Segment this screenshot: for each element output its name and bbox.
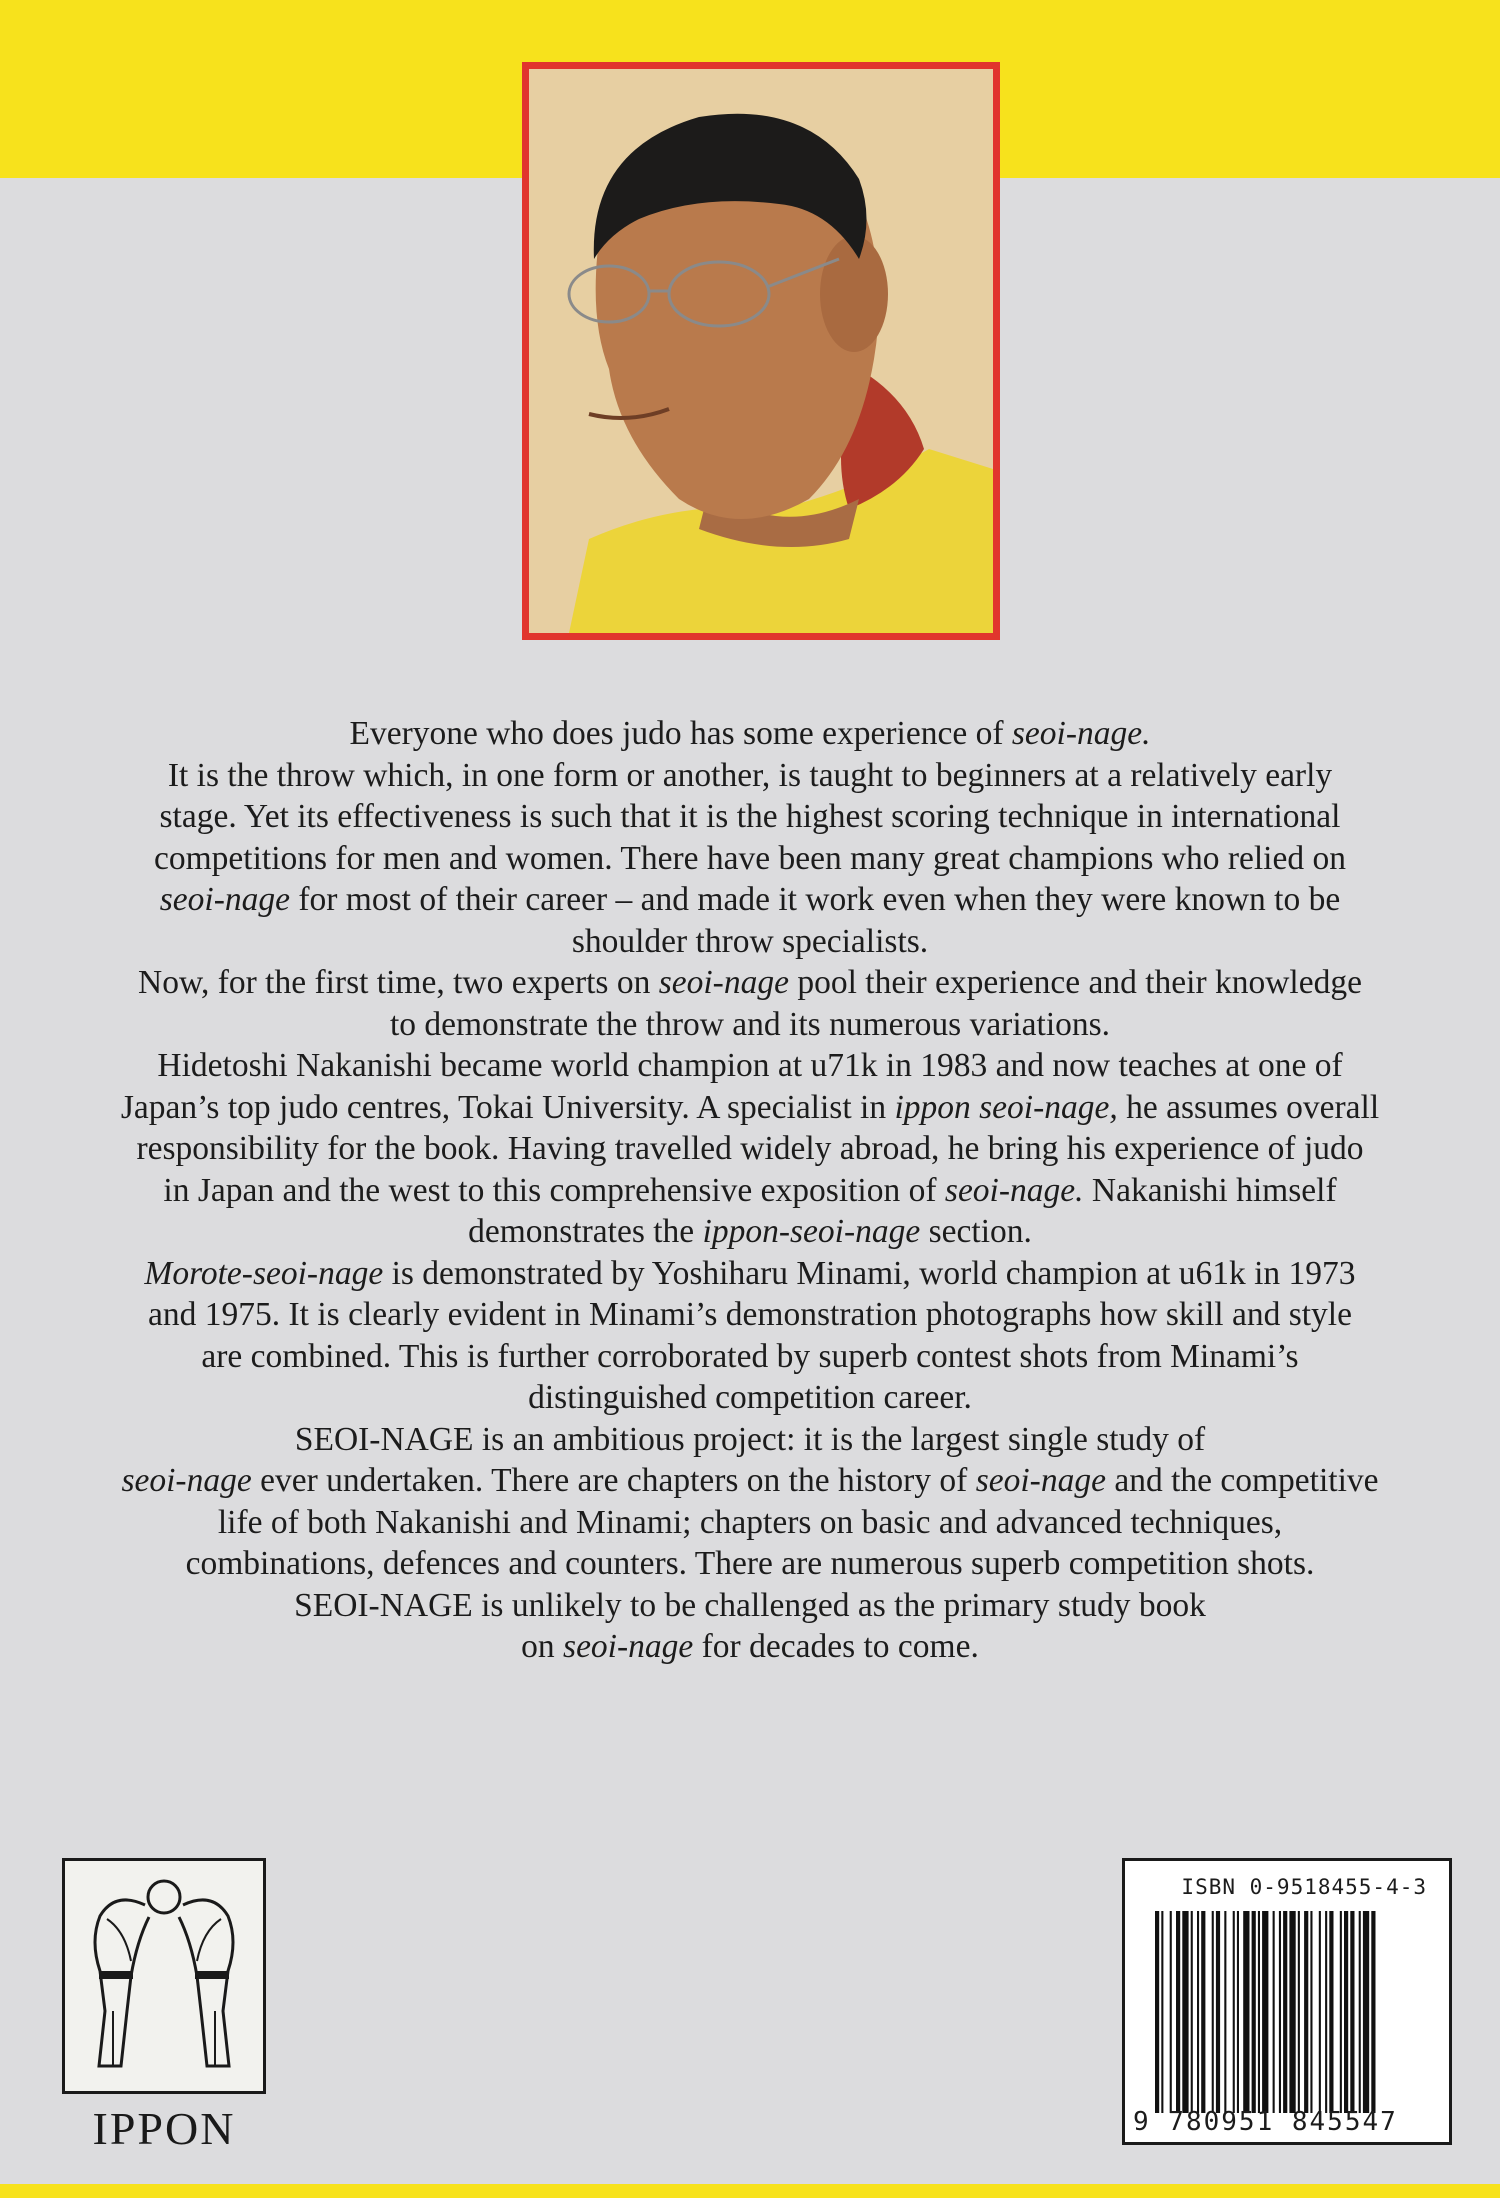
author-photo: [529, 69, 993, 633]
barcode-bar: [1155, 1911, 1159, 2113]
barcode-bar: [1216, 1911, 1220, 2113]
barcode-bar: [1243, 1911, 1249, 2113]
barcode-bar: [1359, 1911, 1361, 2113]
barcode-bar: [1252, 1911, 1256, 2113]
blurb-paragraph: Now, for the first time, two experts on seoi-nage pool their experience and their knowledge to demonstrate the throw and its numerous variations.: [138, 964, 1362, 1043]
barcode-bar: [1340, 1911, 1342, 2113]
isbn-barcode: [1122, 1858, 1452, 2145]
barcode-bar: [1191, 1911, 1193, 2113]
barcode-bar: [1258, 1911, 1260, 2113]
barcode-bar: [1237, 1911, 1239, 2113]
barcode-bar: [1262, 1911, 1268, 2113]
barcode-bar: [1233, 1911, 1235, 2113]
barcode-bar: [1350, 1911, 1354, 2113]
barcode-bar: [1344, 1911, 1348, 2113]
isbn-number: ISBN 0-9518455-4-3: [1181, 1875, 1427, 1899]
barcode-bar: [1283, 1911, 1287, 2113]
barcode-bar: [1176, 1911, 1180, 2113]
barcode-bar: [1298, 1911, 1300, 2113]
barcode-bar: [1319, 1911, 1321, 2113]
barcode-digits: 9 780951 845547: [1133, 2107, 1398, 2137]
barcode-bar: [1197, 1911, 1199, 2113]
blurb-paragraph: SEOI-NAGE is unlikely to be challenged as the primary study book on seoi-nage for decades to come.: [294, 1586, 1206, 1665]
back-cover-blurb: [60, 713, 1440, 1668]
barcode-bar: [1224, 1911, 1226, 2113]
bowing-judoka-icon: [65, 1861, 263, 2091]
barcode-bar: [1201, 1911, 1205, 2113]
barcode-bar: [1289, 1911, 1295, 2113]
barcode-bar: [1273, 1911, 1275, 2113]
ippon-publisher-logo: [62, 1858, 266, 2162]
barcode-bar: [1325, 1911, 1327, 2113]
author-photo-frame: [522, 62, 1000, 640]
barcode-bar: [1329, 1911, 1333, 2113]
barcode-bar: [1371, 1911, 1375, 2113]
yellow-bottom-stripe: [0, 2184, 1500, 2198]
barcode-bars: [1155, 1911, 1443, 2113]
barcode-bar: [1170, 1911, 1172, 2113]
barcode-bar: [1310, 1911, 1312, 2113]
barcode-bar: [1161, 1911, 1163, 2113]
blurb-paragraph: SEOI-NAGE is an ambitious project: it is the largest single study of seoi-nage ever undertaken. There are chapters on the history of seoi-nage and the competitive life of both Nakanishi and Minami; chapters on basic and advanced techniques, combinations, defences and counters. There are numerous superb competition shots.: [121, 1420, 1379, 1582]
barcode-bar: [1182, 1911, 1188, 2113]
blurb-paragraph: Everyone who does judo has some experience of seoi-nage. It is the throw which, in one form or another, is taught to beginners at a relatively early stage. Yet its effectiveness is such that it is the highest scoring technique in international competitions for men and women. There have been many great champions who relied on seoi-nage for most of their career – and made it work even when they were known to be shoulder throw specialists.: [154, 715, 1346, 960]
barcode-bar: [1363, 1911, 1369, 2113]
barcode-bar: [1279, 1911, 1281, 2113]
blurb-paragraph: Morote-seoi-nage is demonstrated by Yoshiharu Minami, world champion at u61k in 1973 and 1975. It is clearly evident in Minami’s demonstration photographs how skill and style are combined. This is further corroborated by superb contest shots from Minami’s distinguished competition career.: [144, 1254, 1356, 1416]
barcode-bar: [1212, 1911, 1214, 2113]
blurb-paragraph: Hidetoshi Nakanishi became world champion at u71k in 1983 and now teaches at one of Japan’s top judo centres, Tokai University. A specialist in ippon seoi-nage, he assumes overall responsibility for the book. Having travelled widely abroad, he bring his experience of judo in Japan and the west to this comprehensive exposition of seoi-nage. Nakanishi himself demonstrates the ippon-seoi-nage section.: [120, 1047, 1380, 1250]
publisher-name: IPPON: [92, 2103, 236, 2154]
barcode-bar: [1304, 1911, 1308, 2113]
logo-emblem: [62, 1858, 266, 2094]
